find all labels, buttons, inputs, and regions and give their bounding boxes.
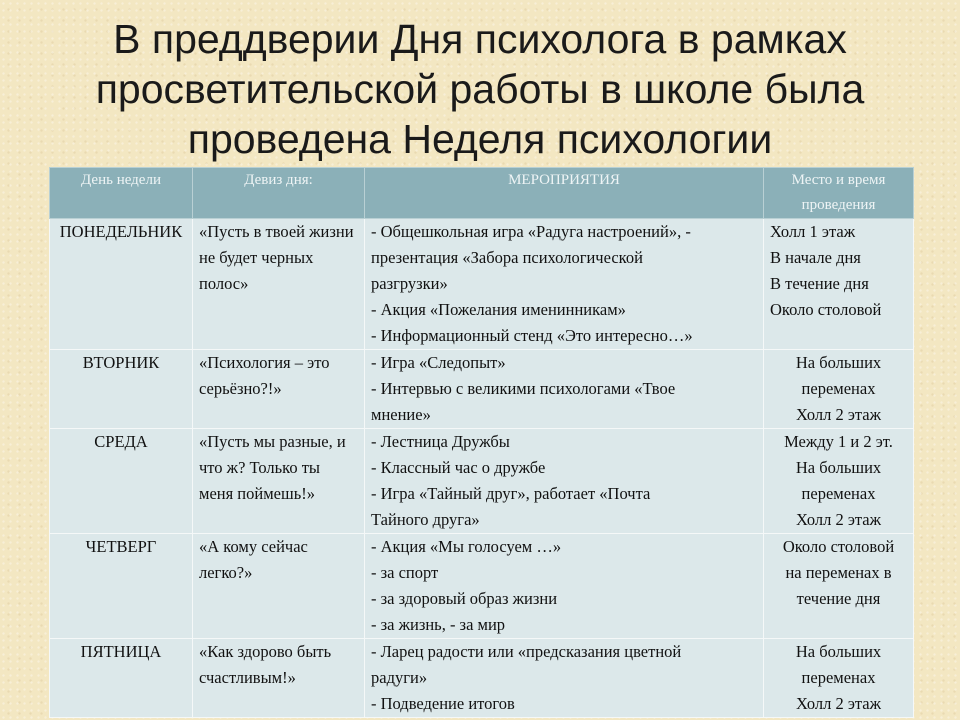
day-cell: СРЕДА xyxy=(50,429,193,534)
event-line: - Акция «Мы голосуем …» xyxy=(371,537,562,556)
place-line: на переменах в xyxy=(785,563,892,582)
table-row xyxy=(50,534,914,639)
title-line: просветительской работы в школе была xyxy=(95,66,865,112)
event-line: - Игра «Следопыт» xyxy=(371,353,506,372)
event-line: - Классный час о дружбе xyxy=(371,458,546,477)
events-cell xyxy=(365,639,764,718)
place-line: переменах xyxy=(801,668,876,687)
place-line: На больших xyxy=(795,353,882,372)
event-line: - за спорт xyxy=(371,563,439,582)
event-line: презентация «Забора психологической xyxy=(371,248,643,267)
place-line: Холл 2 этаж xyxy=(795,405,882,424)
place-line: Холл 1 этаж xyxy=(770,222,856,241)
place-cell xyxy=(764,534,914,639)
day-cell: ВТОРНИК xyxy=(50,350,193,429)
day-cell: ПЯТНИЦА xyxy=(50,639,193,718)
event-line: - Ларец радости или «предсказания цветной xyxy=(371,642,682,661)
motto-cell: «Пусть мы разные, и что ж? Только ты меня поймешь!» xyxy=(193,429,365,534)
event-line: - за здоровый образ жизни xyxy=(371,589,558,608)
event-line: - Акция «Пожелания именинникам» xyxy=(371,300,626,319)
table-row xyxy=(50,639,914,718)
place-line: Между 1 и 2 эт. xyxy=(784,432,893,451)
place-line: В начале дня xyxy=(770,248,861,267)
title-line: В преддверии Дня психолога в рамках xyxy=(113,16,847,62)
event-line: радуги» xyxy=(371,668,428,687)
event-line: - Интервью с великими психологами «Твое xyxy=(371,379,676,398)
motto-cell: «Как здорово быть счастливым!» xyxy=(193,639,365,718)
header-place: Место и время проведения xyxy=(764,168,914,219)
place-line: Холл 2 этаж xyxy=(795,510,882,529)
event-line: - Лестница Дружбы xyxy=(371,432,510,451)
place-line: На больших xyxy=(795,642,882,661)
place-line: течение дня xyxy=(796,589,881,608)
day-cell: ПОНЕДЕЛЬНИК xyxy=(50,219,193,350)
events-cell xyxy=(365,429,764,534)
events-cell xyxy=(365,219,764,350)
events-cell xyxy=(365,350,764,429)
place-line: переменах xyxy=(801,379,876,398)
event-line: Тайного друга» xyxy=(371,510,480,529)
place-line: Холл 2 этаж xyxy=(795,694,882,713)
event-line: мнение» xyxy=(371,405,431,424)
place-cell xyxy=(764,219,914,350)
event-line: - Подведение итогов xyxy=(371,694,515,713)
event-line: разгрузки» xyxy=(371,274,448,293)
slide-title xyxy=(0,14,960,164)
table-row xyxy=(50,219,914,350)
table-row xyxy=(50,350,914,429)
place-line: На больших xyxy=(795,458,882,477)
title-line: проведена Неделя психологии xyxy=(187,116,773,162)
header-day: День недели xyxy=(50,168,193,219)
place-line: Около столовой xyxy=(770,300,882,319)
header-motto: Девиз дня: xyxy=(193,168,365,219)
place-line: Около столовой xyxy=(782,537,895,556)
table-row xyxy=(50,429,914,534)
place-cell xyxy=(764,350,914,429)
place-cell xyxy=(764,429,914,534)
events-cell xyxy=(365,534,764,639)
motto-cell: «Психология – это серьёзно?!» xyxy=(193,350,365,429)
day-cell: ЧЕТВЕРГ xyxy=(50,534,193,639)
event-line: - Информационный стенд «Это интересно…» xyxy=(371,326,693,345)
motto-cell: «Пусть в твоей жизни не будет черных полос» xyxy=(193,219,365,350)
event-line: - Общешкольная игра «Радуга настроений», - xyxy=(371,222,691,241)
event-line: - Игра «Тайный друг», работает «Почта xyxy=(371,484,651,503)
place-line: В течение дня xyxy=(770,274,869,293)
event-line: - за жизнь, - за мир xyxy=(371,615,506,634)
table-header-row xyxy=(50,168,914,219)
header-events: МЕРОПРИЯТИЯ xyxy=(365,168,764,219)
place-line: переменах xyxy=(801,484,876,503)
motto-cell: «А кому сейчас легко?» xyxy=(193,534,365,639)
place-cell xyxy=(764,639,914,718)
schedule-table xyxy=(49,167,914,718)
